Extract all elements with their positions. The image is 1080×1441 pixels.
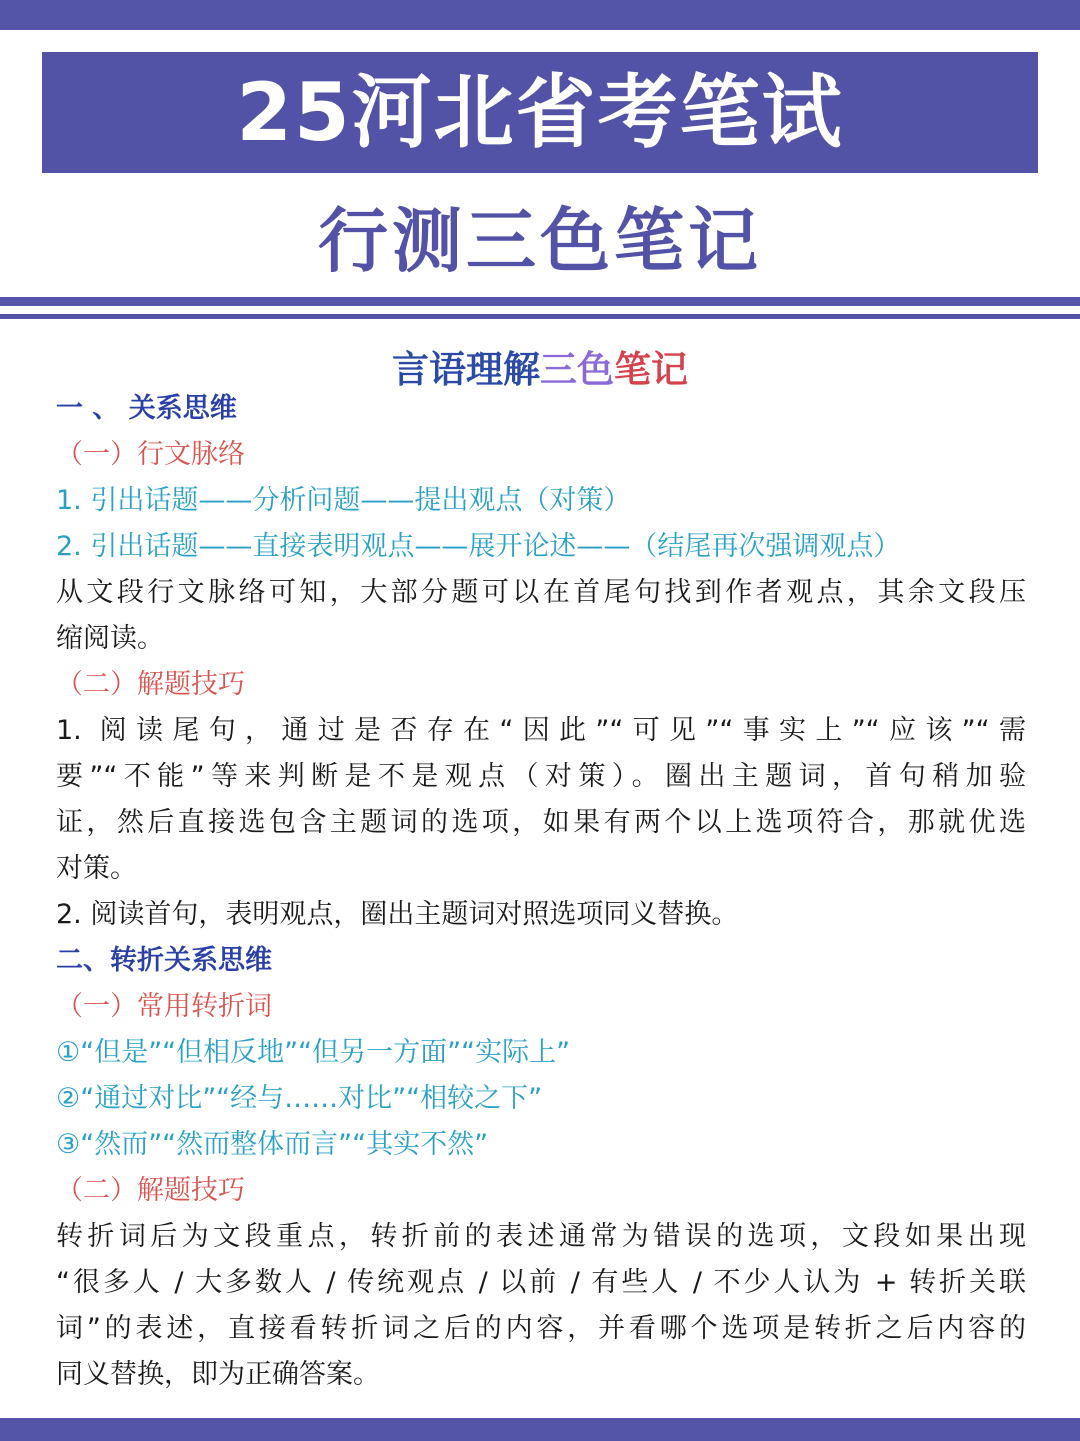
page-subtitle: 行测三色笔记 [318, 200, 762, 282]
structure-item-1: 1. 引出话题——分析问题——提出观点（对策） [56, 485, 631, 516]
paragraph-line: 同义替换，即为正确答案。 [56, 1359, 380, 1390]
divider-thick [0, 297, 1080, 306]
structure-item-2: 2. 引出话题——直接表明观点——展开论述——（结尾再次强调观点） [56, 531, 901, 562]
subheading-solving-tips-2: （二）解题技巧 [56, 1175, 245, 1206]
heading-turning-relation: 二、转折关系思维 [56, 945, 272, 976]
paragraph-line: 转折词后为文段重点，转折前的表述通常为错误的选项，文段如果出现 [56, 1221, 1026, 1252]
paragraph-line: 对策。 [56, 853, 137, 884]
subheading-solving-tips: （二）解题技巧 [56, 669, 245, 700]
paragraph-line: 2. 阅读首句，表明观点，圈出主题词对照选项同义替换。 [56, 899, 739, 930]
paragraph-line: 1. 阅读尾句，通过是否存在“因此”“可见”“事实上”“应该”“需 [56, 715, 1026, 746]
subheading-common-turning-words: （一）常用转折词 [56, 991, 272, 1022]
bottom-border-bar [0, 1418, 1080, 1441]
title-banner [42, 52, 1038, 173]
paragraph-line: 证，然后直接选包含主题词的选项，如果有两个以上选项符合，那就优选 [56, 807, 1026, 838]
subheading-text-structure: （一）行文脉络 [56, 439, 245, 470]
turning-words-item-2: ②“通过对比”“经与……对比”“相较之下” [56, 1083, 543, 1114]
section-heading-part3: 笔记 [614, 347, 688, 391]
paragraph-line: 词”的表述，直接看转折词之后的内容，并看哪个选项是转折之后内容的 [56, 1313, 1026, 1344]
section-heading-part1: 言语理解 [392, 347, 540, 391]
top-border-bar [0, 0, 1080, 30]
paragraph-line: “很多人 / 大多数人 / 传统观点 / 以前 / 有些人 / 不少人认为 + 转折关联 [56, 1267, 1026, 1298]
paragraph-line: 要”“不能”等来判断是不是观点（对策）。圈出主题词，首句稍加验 [56, 761, 1026, 792]
heading-relation-thinking: 一 、 关系思维 [56, 393, 237, 424]
section-heading-part2: 三色 [540, 347, 614, 391]
page-title: 25河北省考笔试 [236, 65, 844, 159]
notes-content [56, 386, 1026, 1398]
paragraph-line: 从文段行文脉络可知，大部分题可以在首尾句找到作者观点，其余文段压 [56, 577, 1026, 608]
turning-words-item-1: ①“但是”“但相反地”“但另一方面”“实际上” [56, 1037, 571, 1068]
paragraph-line: 缩阅读。 [56, 623, 164, 654]
turning-words-item-3: ③“然而”“然而整体而言”“其实不然” [56, 1129, 489, 1160]
divider-thin [0, 314, 1080, 319]
